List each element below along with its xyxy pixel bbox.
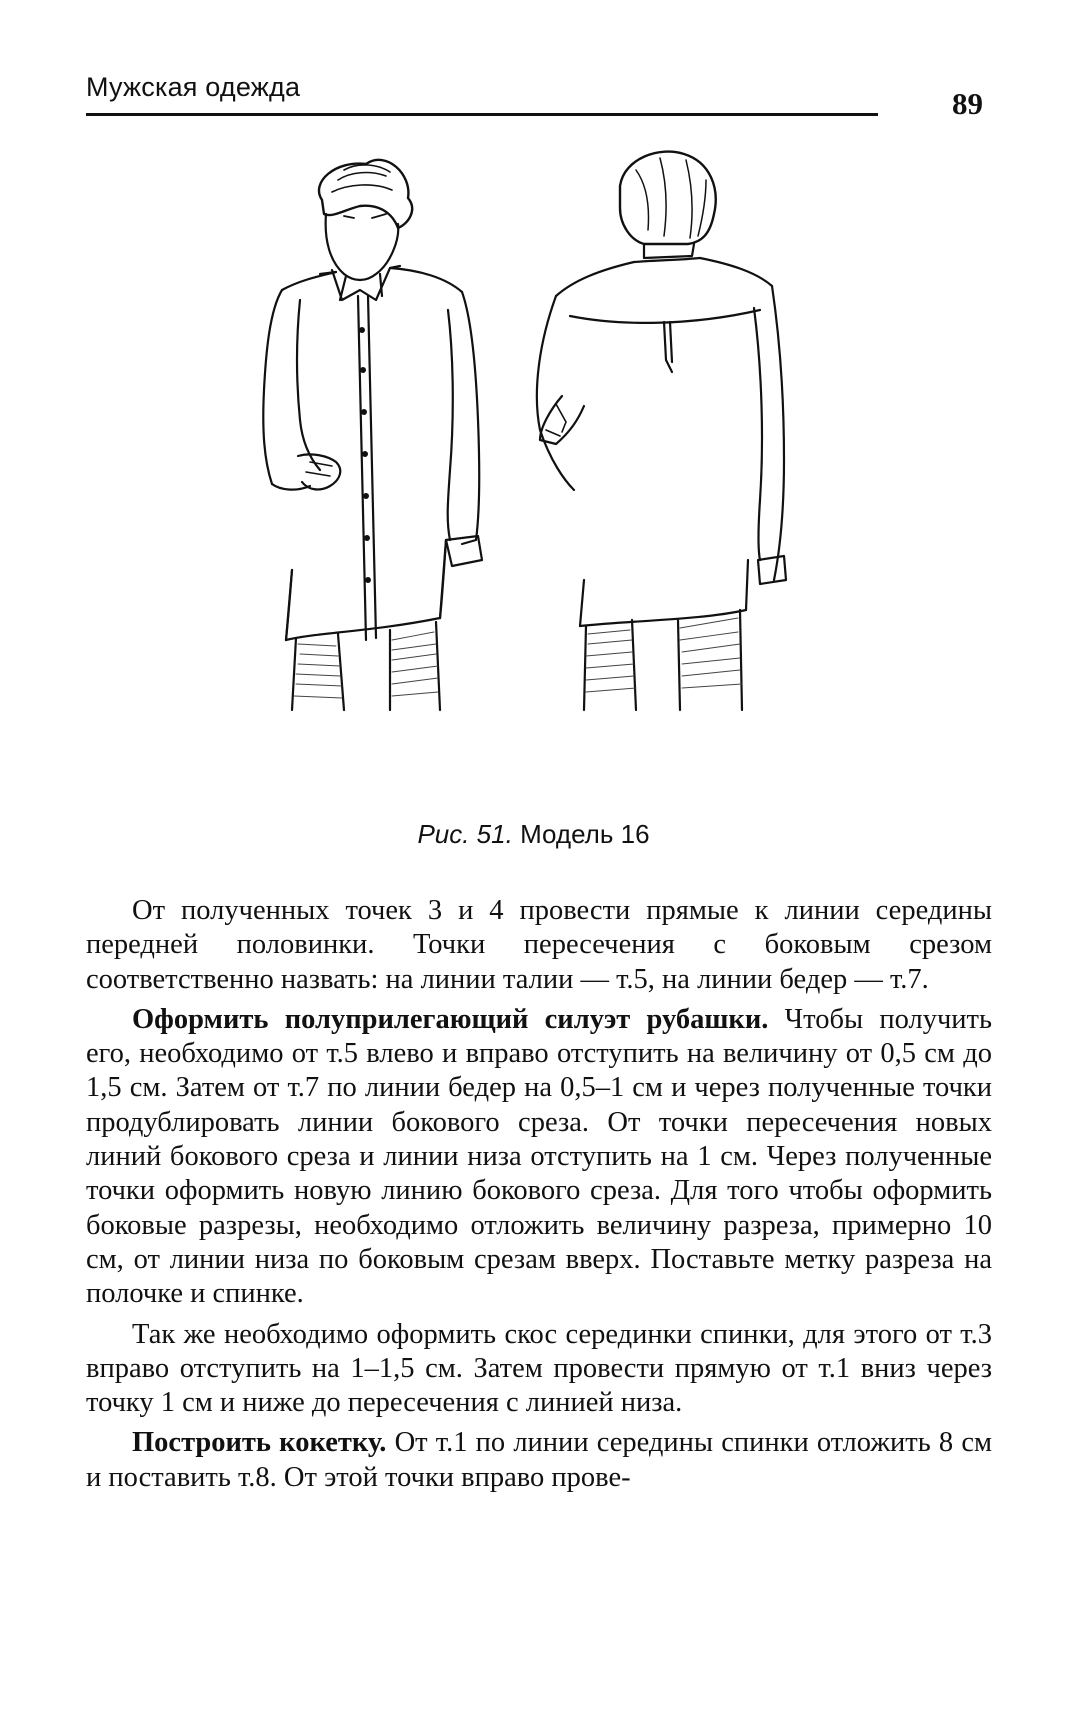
body-text	[86, 894, 992, 1501]
shirt-illustration	[240, 140, 880, 800]
page-header	[86, 64, 878, 124]
page-number: 89	[952, 86, 983, 121]
figure-caption-text: Модель 16	[520, 819, 650, 849]
figure-front-view	[263, 160, 482, 710]
figure-back-view	[537, 152, 786, 710]
paragraph-text: От т.1 по линии середины спинки отложить 8 см и поставить т.8. От этой точки вправо прове-	[86, 1427, 993, 1493]
paragraph	[86, 1003, 992, 1312]
paragraph-text: Так же необходимо оформить скос серединки спинки, для этого от т.3 вправо отступить на 1–1,5 см. Затем провести прямую от т.1 вниз через точку 1 см и ниже до пересечения с линией низа.	[86, 1318, 992, 1419]
running-title: Мужская одежда	[86, 72, 301, 102]
paragraph	[86, 1426, 992, 1495]
figure-caption-label: Рис. 51.	[417, 819, 513, 849]
figure-caption	[0, 819, 1067, 850]
figure-illustration	[240, 140, 880, 800]
paragraph-text: От полученных точек 3 и 4 провести прямые к линии середины передней половинки. Точки пересечения с боковым срезом соответственно назвать: на линии талии — т.5, на линии бедер — т.7.	[86, 895, 992, 995]
paragraph-lead: Построить кокетку.	[132, 1427, 387, 1459]
header-rule	[86, 113, 878, 116]
paragraph	[86, 1318, 992, 1421]
paragraph-lead: Оформить полуприлегающий силуэт рубашки.	[132, 1003, 769, 1035]
paragraph-text: Чтобы получить его, необходимо от т.5 влево и вправо отступить на величину от 0,5 см до 1,5 см. Затем от т.7 по линии бедер на 0,5–1 см и через полученные точки продублировать линии бокового среза. От точки пересечения новых линий бокового среза и линии низа отступить на 1 см. Через полученные точки оформить новую линию бокового среза. Для того чтобы оформить боковые разрезы, необходимо отложить величину разреза, примерно 10 см, от линии низа по боковым срезам вверх. Поставьте метку разреза на полочке и спинке.	[86, 1003, 993, 1310]
paragraph	[86, 894, 992, 997]
